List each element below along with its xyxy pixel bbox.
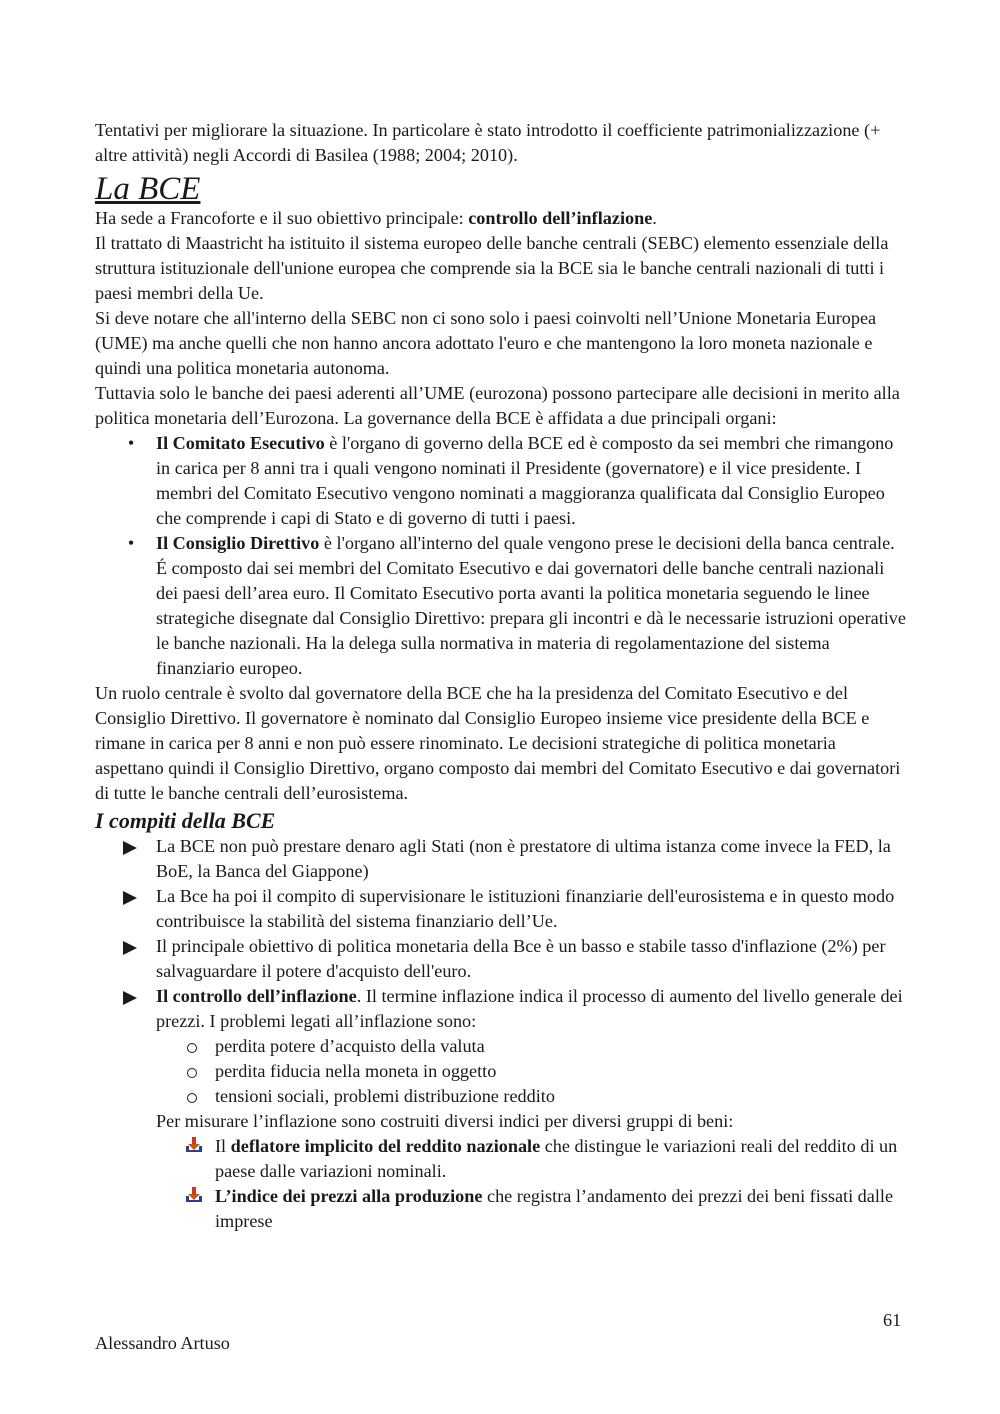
organ-name: Il Consiglio Direttivo	[156, 533, 320, 553]
triangle-bullet-icon	[123, 841, 137, 855]
task-bold: Il controllo dell’inflazione	[156, 986, 357, 1006]
triangle-bullet-icon	[123, 941, 137, 955]
paragraph-measure-intro: Per misurare l’inflazione sono costruiti diversi indici per diversi gruppi di beni:	[156, 1111, 734, 1131]
list-item-task	[95, 984, 907, 1034]
index-bold: L’indice dei prezzi alla produzione	[215, 1186, 483, 1206]
problems-list	[95, 1034, 907, 1109]
index-pre: Il	[215, 1136, 231, 1156]
paragraph-sede-end: .	[652, 208, 657, 228]
list-item-problem	[95, 1034, 907, 1059]
arrow-bullet-icon	[185, 1187, 203, 1203]
indices-list	[95, 1134, 907, 1234]
list-item-task	[95, 884, 907, 934]
page-number: 61	[883, 1310, 902, 1330]
section-title-compiti: I compiti della BCE	[95, 808, 276, 833]
list-item-task	[95, 834, 907, 884]
paragraph-governatore: Un ruolo centrale è svolto dal governatore della BCE che ha la presidenza del Comitato Esecutivo e del Consiglio Direttivo. Il governatore è nominato dal Consiglio Europeo insieme vice presidente della BCE e rimane in carica per 8 anni e non può essere rinominato. Le decisioni strategiche di politica monetaria aspettano quindi il Consiglio Direttivo, organo composto dai membri del Comitato Esecutivo e dai governatori di tutte le banche centrali dell’eurosistema.	[95, 683, 901, 803]
organs-list	[95, 431, 907, 681]
organ-name: Il Comitato Esecutivo	[156, 433, 325, 453]
arrow-bullet-icon	[185, 1137, 203, 1153]
organ-description: è l'organo all'interno del quale vengono prese le decisioni della banca centrale. É composto dai sei membri del Comitato Esecutivo e dai governatori delle banche centrali nazionali dei paesi dell’area euro. Il Comitato Esecutivo porta avanti la politica monetaria seguendo le linee strategiche disegnate dal Consiglio Direttivo: prepara gli incontri e dà le necessarie istruzioni operative le banche nazionali. Ha la delega sulla normativa in materia di regolamentazione del sistema finanziario europeo.	[156, 533, 906, 678]
paragraph-governance: Tuttavia solo le banche dei paesi aderenti all’UME (eurozona) possono partecipare alle decisioni in merito alla politica monetaria dell’Eurozona. La governance della BCE è affidata a due principali organi:	[95, 383, 900, 428]
list-item-consiglio-direttivo	[95, 531, 907, 681]
paragraph-sede	[95, 206, 907, 231]
tasks-list	[95, 834, 907, 1034]
index-text: che registra l’andamento dei prezzi dei beni fissati dalle imprese	[215, 1186, 894, 1231]
bullet-icon: •	[127, 433, 135, 453]
paragraph-maastricht: Il trattato di Maastricht ha istituito il sistema europeo delle banche centrali (SEBC) elemento essenziale della struttura istituzionale dell'unione europea che comprende sia la BCE sia le banche centrali nazionali di tutti i paesi membri della Ue.	[95, 233, 889, 303]
index-text: che distingue le variazioni reali del reddito di un paese dalle variazioni nominali.	[215, 1136, 898, 1181]
author-name: Alessandro Artuso	[95, 1333, 230, 1353]
circle-bullet-icon	[187, 1043, 197, 1053]
organ-description: è l'organo di governo della BCE ed è composto da sei membri che rimangono in carica per 8 anni tra i quali vengono nominati il Presidente (governatore) e il vice presidente. I membri del Comitato Esecutivo vengono nominati a maggioranza qualificata dal Consiglio Europeo che comprende i capi di Stato e di governo di tutti i paesi.	[156, 433, 894, 528]
page-content	[95, 118, 907, 1234]
list-item-problem	[95, 1059, 907, 1084]
section-title-la-bce: La BCE	[95, 171, 201, 207]
task-text: La BCE non può prestare denaro agli Stati (non è prestatore di ultima istanza come invece la FED, la BoE, la Banca del Giappone)	[156, 836, 891, 881]
list-item-comitato-esecutivo	[95, 431, 907, 531]
bullet-icon: •	[127, 533, 135, 553]
list-item-problem	[95, 1084, 907, 1109]
paragraph-sede-text: Ha sede a Francoforte e il suo obiettivo principale:	[95, 208, 469, 228]
paragraph-sebc: Si deve notare che all'interno della SEBC non ci sono solo i paesi coinvolti nell’Unione Monetaria Europea (UME) ma anche quelli che non hanno ancora adottato l'euro e che mantengono la loro moneta nazionale e quindi una politica monetaria autonoma.	[95, 308, 877, 378]
list-item-index	[95, 1134, 907, 1184]
triangle-bullet-icon	[123, 991, 137, 1005]
circle-bullet-icon	[187, 1068, 197, 1078]
index-bold: deflatore implicito del reddito nazionale	[230, 1136, 541, 1156]
problem-text: perdita fiducia nella moneta in oggetto	[215, 1061, 497, 1081]
problem-text: perdita potere d’acquisto della valuta	[215, 1036, 485, 1056]
task-text: La Bce ha poi il compito di supervisionare le istituzioni finanziarie dell'eurosistema e in questo modo contribuisce la stabilità del sistema finanziario dell’Ue.	[156, 886, 895, 931]
intro-paragraph: Tentativi per migliorare la situazione. In particolare è stato introdotto il coefficiente patrimonializzazione (+ altre attività) negli Accordi di Basilea (1988; 2004; 2010).	[95, 120, 881, 165]
triangle-bullet-icon	[123, 891, 137, 905]
list-item-task	[95, 934, 907, 984]
circle-bullet-icon	[187, 1093, 197, 1103]
task-text: Il principale obiettivo di politica monetaria della Bce è un basso e stabile tasso d'inflazione (2%) per salvaguardare il potere d'acquisto dell'euro.	[156, 936, 886, 981]
paragraph-sede-bold: controllo dell’inflazione	[468, 208, 653, 228]
task-text: . Il termine inflazione indica il processo di aumento del livello generale dei prezzi. I problemi legati all’inflazione sono:	[156, 986, 903, 1031]
list-item-index	[95, 1184, 907, 1234]
problem-text: tensioni sociali, problemi distribuzione reddito	[215, 1086, 555, 1106]
